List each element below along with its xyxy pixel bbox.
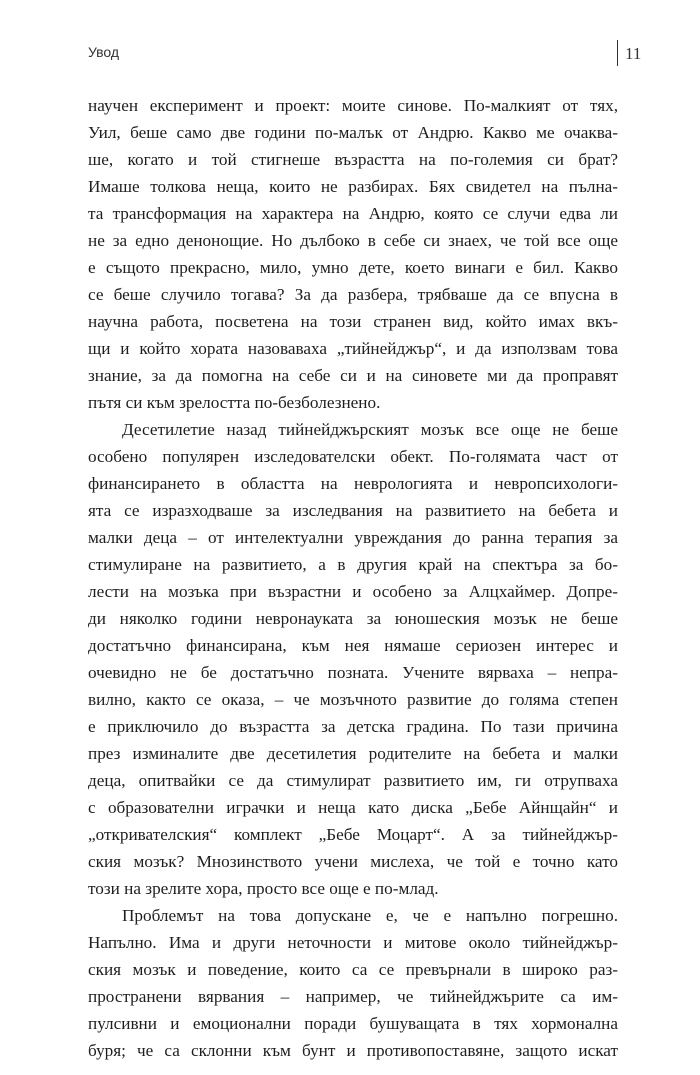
text-line: Имаше толкова неща, които не разбирах. Бях свидетел на пълна- [88,177,618,196]
text-line: Проблемът на това допускане е, че е напълно погрешно. [122,906,618,925]
text-line: този на зрелите хора, просто все още е по-млад. [88,879,439,898]
text-line: научна работа, посветена на този странен вид, който имах вкъ- [88,312,618,331]
page-header [0,0,700,80]
text-line: ския мозък и поведение, които са се превърнали в широко раз- [88,960,618,979]
running-head: Увод [88,44,120,60]
text-line: лести на мозъка при възрастни и особено за Алцхаймер. Допре- [88,582,618,601]
page-number: 11 [625,44,642,63]
text-line: пространени вярвания – например, че тийнейджърите са им- [88,987,618,1006]
text-line: ския мозък? Мнозинството учени мислеха, че той е точно като [88,852,618,871]
text-line: буря; че са склонни към бунт и противопоставяне, защото искат [88,1041,618,1060]
text-line: стимулиране на развитието, а в другия край на спектъра за бо- [88,555,618,574]
text-line: особено популярен изследователски обект. По-голямата част от [88,447,618,466]
body-text [88,92,618,1064]
text-line: щи и който хората назоваваха „тийнейджър“, и да използвам това [88,339,618,358]
text-line: Напълно. Има и други неточности и митове около тийнейджър- [88,933,618,952]
text-line: е приключило до възрастта за детска градина. По тази причина [88,717,618,736]
text-line: финансирането в областта на неврологията и невропсихологи- [88,474,618,493]
text-line: се беше случило тогава? За да разбера, трябваше да се впусна в [88,285,618,304]
text-line: не за едно денонощие. Но дълбоко в себе си знаех, че той все още [88,231,618,250]
text-line: вилно, както се оказа, – че мозъчното развитие до голяма степен [88,690,618,709]
page-number-rule [617,40,618,66]
text-line: ята се изразходваше за изследвания на развитието на бебета и [88,501,618,520]
text-line: Десетилетие назад тийнейджърският мозък все още не беше [122,420,618,439]
text-line: с образователни играчки и неща като диска „Бебе Айнщайн“ и [88,798,618,817]
text-line: е същото прекрасно, мило, умно дете, което винаги е бил. Какво [88,258,618,277]
text-line: достатъчно финансирана, към нея нямаше сериозен интерес и [88,636,618,655]
text-line: очевидно не бе достатъчно позната. Учените вярваха – непра- [88,663,618,682]
text-line: Уил, беше само две години по-малък от Андрю. Какво ме очаква- [88,123,618,142]
text-line: ше, когато и той стигнеше възрастта на по-големия си брат? [88,150,618,169]
text-line: научен експеримент и проект: моите синове. По-малкият от тях, [88,96,618,115]
text-line: „откривателския“ комплект „Бебе Моцарт“. А за тийнейджър- [88,825,618,844]
text-line: ди няколко години невронауката за юношеския мозък не беше [88,609,618,628]
text-line: пътя си към зрелостта по-безболезнено. [88,393,381,412]
text-line: през изминалите две десетилетия родителите на бебета и малки [88,744,618,763]
text-line: та трансформация на характера на Андрю, която се случи едва ли [88,204,618,223]
text-line: деца, опитвайки се да стимулират развитието им, ги отрупваха [88,771,618,790]
text-line: знание, за да помогна на себе си и на синовете ми да проправят [88,366,618,385]
text-line: малки деца – от интелектуални увреждания до ранна терапия за [88,528,618,547]
text-line: пулсивни и емоционални поради бушуващата в тях хормонална [88,1014,618,1033]
